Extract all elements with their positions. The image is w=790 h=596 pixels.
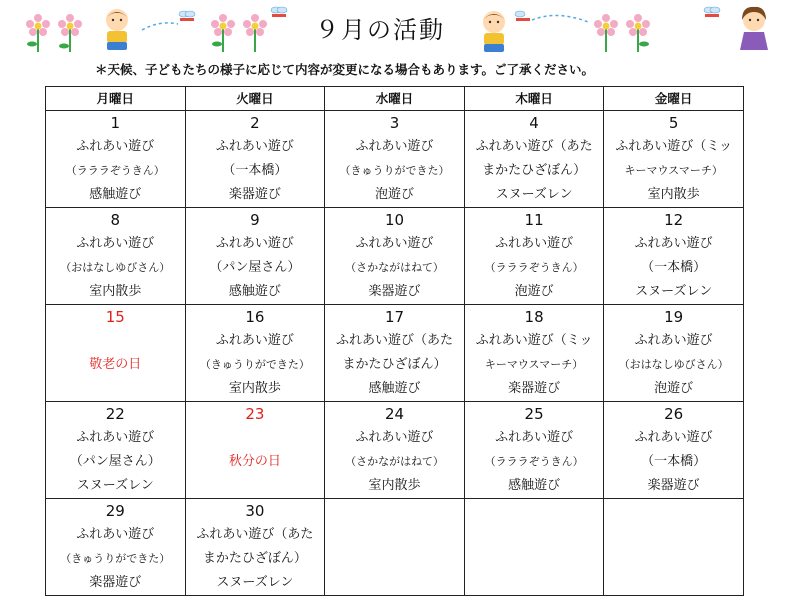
day-cell xyxy=(325,208,465,305)
day-number: 26 xyxy=(664,405,684,423)
activity-line: ふれあい遊び xyxy=(634,236,713,251)
day-cell xyxy=(325,111,465,208)
day-number: 2 xyxy=(250,114,260,132)
activity-line: ふれあい遊び xyxy=(215,236,294,251)
activity-line: スヌーズレン xyxy=(495,187,573,202)
week-row xyxy=(46,208,744,305)
day-number: 9 xyxy=(250,211,260,229)
day-cell xyxy=(464,402,604,499)
holiday-label: 敬老の日 xyxy=(89,357,142,372)
activity-line: ふれあい遊び xyxy=(215,333,294,348)
day-cell xyxy=(185,402,325,499)
day-cell xyxy=(185,305,325,402)
day-number: 16 xyxy=(245,308,265,326)
day-number: 29 xyxy=(105,502,125,520)
day-number: 10 xyxy=(384,211,405,229)
activity-line: スヌーズレン xyxy=(216,575,294,590)
activity-line: 室内散歩 xyxy=(647,187,700,202)
day-number: 5 xyxy=(668,114,679,132)
activity-detail: （さかながはねて） xyxy=(345,455,444,468)
day-number: 18 xyxy=(524,308,544,326)
activity-detail: （ラララぞうきん） xyxy=(484,455,584,468)
activity-detail: （きゅうりができた） xyxy=(339,164,450,177)
activity-line: ふれあい遊び（あた xyxy=(335,333,453,348)
day-number: 3 xyxy=(389,114,400,132)
activity-line: 楽器遊び xyxy=(228,187,281,202)
day-cell xyxy=(464,305,604,402)
day-number: 1 xyxy=(110,114,121,132)
activity-detail: まかたひざぼん） xyxy=(342,357,447,372)
activity-detail: （パン屋さん） xyxy=(69,454,161,469)
activity-detail: （ラララぞうきん） xyxy=(65,164,165,177)
dragonfly-icon xyxy=(695,4,731,28)
weekday-header: 水曜日 xyxy=(325,87,465,111)
activity-line: 感触遊び xyxy=(368,381,421,396)
day-cell xyxy=(185,499,325,596)
flower-icon xyxy=(588,8,658,54)
activity-detail: （きゅうりができた） xyxy=(199,358,310,371)
page-title: ９月の活動 xyxy=(315,16,445,44)
day-cell xyxy=(46,499,186,596)
day-cell xyxy=(464,208,604,305)
day-cell xyxy=(46,111,186,208)
activity-detail: （一本橋） xyxy=(641,454,707,469)
activity-line: ふれあい遊び xyxy=(495,236,574,251)
week-row xyxy=(46,305,744,402)
day-number: 11 xyxy=(524,211,544,229)
day-number: 4 xyxy=(529,114,539,132)
activity-line: ふれあい遊び（あた xyxy=(475,139,593,154)
activity-line: ふれあい遊び xyxy=(634,430,713,445)
dragonfly-icon xyxy=(512,6,590,36)
weekday-header: 木曜日 xyxy=(464,87,604,111)
day-cell xyxy=(46,208,186,305)
day-cell xyxy=(325,402,465,499)
day-cell xyxy=(604,402,744,499)
activity-line: ふれあい遊び（あた xyxy=(196,527,314,542)
activity-line: 泡遊び xyxy=(374,187,414,202)
spacer xyxy=(46,329,185,353)
activity-detail: （一本橋） xyxy=(222,163,288,178)
activity-line: ふれあい遊び xyxy=(76,430,155,445)
day-cell xyxy=(46,305,186,402)
weekday-header: 月曜日 xyxy=(46,87,186,111)
activity-line: 楽器遊び xyxy=(647,478,700,493)
activity-line: ふれあい遊び xyxy=(495,430,574,445)
flower-icon xyxy=(20,8,90,54)
activity-line: 楽器遊び xyxy=(368,284,421,299)
weekday-header: 金曜日 xyxy=(604,87,744,111)
day-number: 24 xyxy=(384,405,405,423)
day-cell xyxy=(464,111,604,208)
activity-line: ふれあい遊び xyxy=(76,139,155,154)
activity-line: ふれあい遊び xyxy=(76,527,155,542)
activity-line: ふれあい遊び xyxy=(355,139,434,154)
activity-line: ふれあい遊び（ミッ xyxy=(615,139,733,154)
notice-text: ＊天候、子どもたちの様子に応じて内容が変更になる場合もあります。ご了承ください。 xyxy=(95,62,595,77)
day-cell xyxy=(464,499,604,596)
activity-line: スヌーズレン xyxy=(76,478,154,493)
activity-detail: （ラララぞうきん） xyxy=(484,261,584,274)
header-decoration xyxy=(0,0,790,58)
day-cell xyxy=(185,111,325,208)
calendar-body xyxy=(46,111,744,596)
dragonfly-icon xyxy=(140,6,200,36)
activity-detail: キーマウスマーチ） xyxy=(624,164,723,177)
activity-detail: まかたひざぼん） xyxy=(482,163,587,178)
activity-line: 感触遊び xyxy=(89,187,142,202)
activity-detail: （パン屋さん） xyxy=(209,260,301,275)
activity-line: 室内散歩 xyxy=(368,478,421,493)
activity-line: ふれあい遊び xyxy=(355,236,434,251)
activity-detail: キーマウスマーチ） xyxy=(484,358,584,371)
day-cell xyxy=(604,499,744,596)
day-number: 25 xyxy=(524,405,544,423)
child-icon xyxy=(470,6,518,56)
activity-detail: （おはなしゆびさん） xyxy=(60,261,171,274)
activity-line: ふれあい遊び xyxy=(634,333,713,348)
day-cell xyxy=(325,305,465,402)
activity-line: 室内散歩 xyxy=(228,381,281,396)
activity-line: 泡遊び xyxy=(514,284,554,299)
activity-line: ふれあい遊び xyxy=(355,430,434,445)
activity-line: 室内散歩 xyxy=(89,284,142,299)
activity-line: 泡遊び xyxy=(654,381,694,396)
day-cell xyxy=(46,402,186,499)
day-number: 19 xyxy=(664,308,684,326)
activity-detail: まかたひざぼん） xyxy=(202,551,307,566)
activity-detail: （一本橋） xyxy=(641,260,707,275)
activity-line: 楽器遊び xyxy=(89,575,142,590)
activity-line: 楽器遊び xyxy=(508,381,561,396)
dragonfly-icon xyxy=(258,4,298,28)
activity-line: ふれあい遊び（ミッ xyxy=(475,333,593,348)
activity-line: ふれあい遊び xyxy=(215,139,294,154)
day-number: 17 xyxy=(384,308,405,326)
day-cell xyxy=(185,208,325,305)
day-number: 8 xyxy=(110,211,121,229)
day-number: 23 xyxy=(245,405,265,423)
activity-line: スヌーズレン xyxy=(635,284,713,299)
activity-line: ふれあい遊び xyxy=(76,236,155,251)
day-cell xyxy=(604,305,744,402)
activity-line: 感触遊び xyxy=(508,478,561,493)
activity-detail: （おはなしゆびさん） xyxy=(618,358,729,371)
activity-detail: （きゅうりができた） xyxy=(60,552,171,565)
spacer xyxy=(186,426,325,450)
activity-line: 感触遊び xyxy=(228,284,281,299)
holiday-label: 秋分の日 xyxy=(228,454,281,469)
week-row xyxy=(46,111,744,208)
week-row xyxy=(46,499,744,596)
child-icon xyxy=(92,4,142,54)
activity-calendar xyxy=(45,86,744,596)
activity-detail: （さかながはねて） xyxy=(345,261,444,274)
weekday-header: 火曜日 xyxy=(185,87,325,111)
weekday-header-row xyxy=(46,87,744,111)
day-cell xyxy=(604,208,744,305)
day-number: 15 xyxy=(105,308,125,326)
week-row xyxy=(46,402,744,499)
girl-icon xyxy=(732,4,778,54)
day-number: 12 xyxy=(664,211,684,229)
day-number: 22 xyxy=(105,405,125,423)
day-cell xyxy=(325,499,465,596)
day-cell xyxy=(604,111,744,208)
day-number: 30 xyxy=(245,502,265,520)
